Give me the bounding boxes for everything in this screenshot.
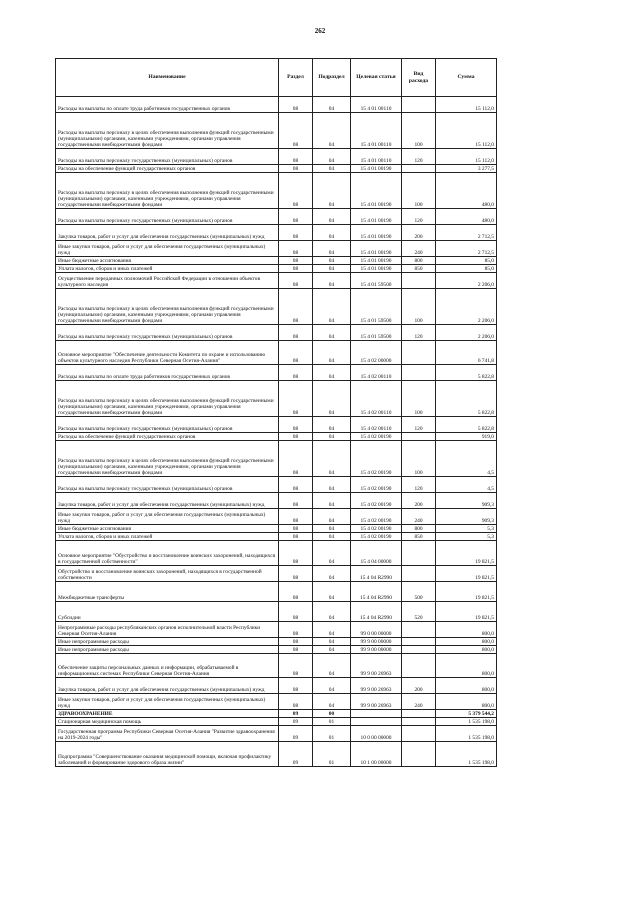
cell-razdel: 08 (279, 417, 313, 433)
cell-name: Иные непрограммные расходы (56, 646, 279, 654)
cell-razdel: 08 (279, 209, 313, 225)
cell-summa: 4,5 (436, 441, 497, 477)
cell-podrazdel: 04 (313, 638, 351, 646)
cell-podrazdel: 04 (313, 678, 351, 694)
cell-vid (402, 273, 436, 289)
table-row (56, 97, 497, 113)
table-row (56, 493, 497, 509)
table-row (56, 710, 497, 718)
cell-summa: 2 712,5 (436, 225, 497, 241)
cell-razdel: 08 (279, 257, 313, 265)
cell-statya: 99 9 00 26963 (351, 654, 402, 678)
cell-razdel: 09 (279, 710, 313, 718)
cell-statya: 15 4 01 00190 (351, 257, 402, 265)
cell-summa: 15 112,0 (436, 149, 497, 165)
cell-razdel: 08 (279, 241, 313, 257)
cell-summa: 5 379 544,2 (436, 710, 497, 718)
cell-podrazdel: 04 (313, 622, 351, 638)
cell-statya: 15 4 02 00190 (351, 433, 402, 441)
cell-vid: 100 (402, 381, 436, 417)
cell-razdel: 08 (279, 273, 313, 289)
cell-name: Основное мероприятие "Обеспечение деятельности Комитета по охране и использованию объектов культурного наследия Республики Северная Осетия-Алания" (56, 341, 279, 365)
header-vid: Вид расхода (402, 59, 436, 97)
cell-name: Иные бюджетные ассигнования (56, 525, 279, 533)
cell-statya (351, 710, 402, 718)
cell-razdel: 08 (279, 165, 313, 173)
cell-razdel: 08 (279, 173, 313, 209)
cell-podrazdel: 04 (313, 265, 351, 273)
cell-name: Межбюджетные трансферты (56, 582, 279, 602)
cell-summa: 1 535 198,0 (436, 718, 497, 726)
cell-podrazdel: 04 (313, 273, 351, 289)
cell-podrazdel: 01 (313, 742, 351, 767)
cell-podrazdel: 04 (313, 225, 351, 241)
cell-statya: 10 0 00 00000 (351, 726, 402, 742)
cell-razdel: 08 (279, 533, 313, 541)
cell-name: Расходы на выплаты персоналу в целях обеспечения выполнения функций государственными (муниципальными) органами, казенными учреждениями, органами управления государственными внебюджетными фондами (56, 113, 279, 149)
cell-name: Закупка товаров, работ и услуг для обеспечения государственных (муниципальных) нужд (56, 493, 279, 509)
table-row (56, 441, 497, 477)
cell-summa: 2 206,0 (436, 325, 497, 341)
cell-razdel: 08 (279, 97, 313, 113)
cell-statya: 10 1 00 00000 (351, 742, 402, 767)
cell-vid: 200 (402, 493, 436, 509)
cell-summa: 4,5 (436, 477, 497, 493)
cell-name: Обеспечение защиты персональных данных и информации, обрабатываемой в информационных системах Республики Северная Осетия-Алания (56, 654, 279, 678)
cell-razdel: 08 (279, 646, 313, 654)
cell-podrazdel: 00 (313, 710, 351, 718)
cell-name: ЗДРАВООХРАНЕНИЕ (56, 710, 279, 718)
cell-statya: 15 4 01 59500 (351, 325, 402, 341)
header-razdel: Раздел (279, 59, 313, 97)
cell-name: Расходы на выплаты персоналу в целях обеспечения выполнения функций государственными (муниципальными) органами, казенными учреждениями, органами управления государственными внебюджетными фондами (56, 441, 279, 477)
cell-vid (402, 638, 436, 646)
cell-vid (402, 97, 436, 113)
cell-name: Обустройство и восстановление воинских захоронений, находящихся в государственной собственности (56, 566, 279, 582)
table-row (56, 477, 497, 493)
cell-podrazdel: 04 (313, 381, 351, 417)
table-row (56, 341, 497, 365)
cell-vid: 120 (402, 149, 436, 165)
cell-name: Закупка товаров, работ и услуг для обеспечения государственных (муниципальных) нужд (56, 225, 279, 241)
cell-summa: 2 206,0 (436, 273, 497, 289)
cell-name: Расходы на выплаты персоналу в целях обеспечения выполнения функций государственными (муниципальными) органами, казенными учреждениями, органами управления государственными внебюджетными фондами (56, 381, 279, 417)
table-row (56, 113, 497, 149)
cell-podrazdel: 04 (313, 694, 351, 710)
cell-razdel: 08 (279, 509, 313, 525)
cell-summa: 19 821,5 (436, 541, 497, 566)
cell-razdel: 08 (279, 622, 313, 638)
table-row (56, 525, 497, 533)
cell-summa: 5,3 (436, 525, 497, 533)
cell-podrazdel: 04 (313, 582, 351, 602)
cell-razdel: 08 (279, 477, 313, 493)
cell-vid: 800 (402, 257, 436, 265)
cell-summa: 15 112,0 (436, 97, 497, 113)
cell-statya: 15 4 02 00190 (351, 441, 402, 477)
cell-podrazdel: 04 (313, 341, 351, 365)
table-row (56, 654, 497, 678)
table-row (56, 541, 497, 566)
header-summa: Сумма (436, 59, 497, 97)
cell-razdel: 08 (279, 654, 313, 678)
header-podrazdel: Подраздел (313, 59, 351, 97)
page-number: 262 (314, 27, 326, 35)
table-row (56, 257, 497, 265)
cell-statya: 15 4 01 00190 (351, 209, 402, 225)
cell-vid (402, 622, 436, 638)
cell-statya: 15 4 02 00000 (351, 341, 402, 365)
cell-vid: 100 (402, 173, 436, 209)
cell-podrazdel: 04 (313, 241, 351, 257)
cell-podrazdel: 04 (313, 441, 351, 477)
cell-razdel: 08 (279, 113, 313, 149)
cell-statya: 99 9 00 26963 (351, 694, 402, 710)
cell-razdel: 08 (279, 149, 313, 165)
cell-vid: 240 (402, 241, 436, 257)
cell-name: Расходы на выплаты по оплате труда работников государственных органов (56, 365, 279, 381)
cell-podrazdel: 01 (313, 718, 351, 726)
cell-summa: 19 821,5 (436, 582, 497, 602)
table-row (56, 209, 497, 225)
cell-statya (351, 718, 402, 726)
cell-vid: 850 (402, 265, 436, 273)
table-row (56, 742, 497, 767)
cell-name: Субсидии (56, 602, 279, 622)
cell-statya: 15 4 01 00110 (351, 149, 402, 165)
table-row (56, 325, 497, 341)
table-body (56, 97, 497, 767)
table-row (56, 241, 497, 257)
cell-vid: 850 (402, 533, 436, 541)
cell-statya: 15 4 02 00190 (351, 533, 402, 541)
cell-summa: 909,3 (436, 493, 497, 509)
cell-razdel: 08 (279, 433, 313, 441)
cell-vid (402, 566, 436, 582)
cell-statya: 15 4 02 00190 (351, 477, 402, 493)
cell-summa: 85,0 (436, 257, 497, 265)
cell-name: Расходы на выплаты персоналу государственных (муниципальных) органов (56, 209, 279, 225)
cell-razdel: 09 (279, 742, 313, 767)
cell-summa: 800,0 (436, 694, 497, 710)
table-row (56, 582, 497, 602)
cell-summa: 2 712,5 (436, 241, 497, 257)
cell-razdel: 08 (279, 265, 313, 273)
table-row (56, 678, 497, 694)
cell-name: Государственная программа Республики Северная Осетия-Алания "Развитие здравоохранения на 2019-2024 годы" (56, 726, 279, 742)
cell-statya: 15 4 02 00110 (351, 365, 402, 381)
cell-vid: 500 (402, 582, 436, 602)
cell-name: Расходы на обеспечение функций государственных органов (56, 433, 279, 441)
cell-razdel: 08 (279, 441, 313, 477)
cell-summa: 800,0 (436, 654, 497, 678)
cell-statya: 15 4 04 R2990 (351, 582, 402, 602)
cell-name: Основное мероприятие "Обустройство и восстановление воинских захоронений, находящихся в государственной собственности" (56, 541, 279, 566)
cell-name: Иные закупки товаров, работ и услуг для обеспечения государственных (муниципальных) нужд (56, 241, 279, 257)
cell-razdel: 08 (279, 325, 313, 341)
cell-name: Закупка товаров, работ и услуг для обеспечения государственных (муниципальных) нужд (56, 678, 279, 694)
cell-statya: 15 4 01 00190 (351, 225, 402, 241)
cell-podrazdel: 04 (313, 325, 351, 341)
cell-name: Расходы на выплаты персоналу государственных (муниципальных) органов (56, 149, 279, 165)
cell-statya: 15 4 02 00190 (351, 493, 402, 509)
cell-podrazdel: 04 (313, 509, 351, 525)
cell-summa: 5 822,8 (436, 381, 497, 417)
cell-vid (402, 710, 436, 718)
budget-table (55, 58, 497, 767)
cell-name: Иные закупки товаров, работ и услуг для обеспечения государственных (муниципальных) нужд (56, 694, 279, 710)
header-name: Наименование (56, 59, 279, 97)
cell-summa: 800,0 (436, 638, 497, 646)
cell-summa: 6 741,8 (436, 341, 497, 365)
cell-statya: 15 4 04 R2990 (351, 566, 402, 582)
cell-statya: 15 4 02 00110 (351, 381, 402, 417)
cell-razdel: 08 (279, 541, 313, 566)
cell-name: Расходы на выплаты персоналу государственных (муниципальных) органов (56, 325, 279, 341)
table-row (56, 365, 497, 381)
cell-summa: 800,0 (436, 678, 497, 694)
cell-podrazdel: 04 (313, 646, 351, 654)
cell-podrazdel: 04 (313, 417, 351, 433)
table-row (56, 509, 497, 525)
cell-summa: 5 822,8 (436, 365, 497, 381)
cell-statya: 15 4 01 00190 (351, 173, 402, 209)
cell-name: Иные закупки товаров, работ и услуг для обеспечения государственных (муниципальных) нужд (56, 509, 279, 525)
cell-vid: 520 (402, 602, 436, 622)
cell-vid (402, 433, 436, 441)
cell-podrazdel: 04 (313, 493, 351, 509)
cell-vid: 120 (402, 325, 436, 341)
cell-podrazdel: 04 (313, 97, 351, 113)
cell-name: Расходы на выплаты персоналу в целях обеспечения выполнения функций государственными (муниципальными) органами, казенными учреждениями, органами управления государственными внебюджетными фондами (56, 173, 279, 209)
cell-vid (402, 654, 436, 678)
cell-name: Иные бюджетные ассигнования (56, 257, 279, 265)
cell-name: Расходы на обеспечение функций государственных органов (56, 165, 279, 173)
cell-statya: 15 4 01 00190 (351, 241, 402, 257)
cell-vid: 100 (402, 441, 436, 477)
cell-summa: 85,0 (436, 265, 497, 273)
cell-vid (402, 718, 436, 726)
table-row (56, 533, 497, 541)
cell-razdel: 08 (279, 566, 313, 582)
cell-name: Непрограммные расходы республиканских органов исполнительной власти Республики Северная Осетия-Алания (56, 622, 279, 638)
cell-summa: 15 112,0 (436, 113, 497, 149)
cell-vid (402, 541, 436, 566)
cell-podrazdel: 04 (313, 654, 351, 678)
table-row (56, 173, 497, 209)
cell-vid: 100 (402, 289, 436, 325)
cell-name: Расходы на выплаты персоналу государственных (муниципальных) органов (56, 417, 279, 433)
cell-statya: 15 4 01 59500 (351, 273, 402, 289)
cell-vid: 800 (402, 525, 436, 533)
table-row (56, 638, 497, 646)
cell-statya: 15 4 01 00110 (351, 113, 402, 149)
cell-podrazdel: 04 (313, 257, 351, 265)
table-row (56, 225, 497, 241)
cell-name: Расходы на выплаты персоналу в целях обеспечения выполнения функций государственными (муниципальными) органами, казенными учреждениями, органами управления государственными внебюджетными фондами (56, 289, 279, 325)
cell-razdel: 08 (279, 602, 313, 622)
cell-summa: 5,3 (436, 533, 497, 541)
cell-podrazdel: 04 (313, 477, 351, 493)
table-row (56, 381, 497, 417)
cell-name: Уплата налогов, сборов и иных платежей (56, 265, 279, 273)
table-header-row (56, 59, 497, 97)
cell-summa: 800,0 (436, 646, 497, 654)
cell-razdel: 08 (279, 582, 313, 602)
cell-summa: 3 277,5 (436, 165, 497, 173)
cell-razdel: 08 (279, 678, 313, 694)
cell-razdel: 08 (279, 525, 313, 533)
cell-vid (402, 646, 436, 654)
cell-statya: 15 4 01 00190 (351, 265, 402, 273)
cell-podrazdel: 04 (313, 602, 351, 622)
table-row (56, 726, 497, 742)
cell-razdel: 09 (279, 718, 313, 726)
cell-statya: 15 4 01 00190 (351, 165, 402, 173)
cell-name: Стационарная медицинская помощь (56, 718, 279, 726)
cell-podrazdel: 04 (313, 149, 351, 165)
cell-vid (402, 365, 436, 381)
cell-razdel: 08 (279, 225, 313, 241)
cell-vid: 240 (402, 509, 436, 525)
cell-podrazdel: 04 (313, 525, 351, 533)
cell-summa: 19 821,5 (436, 602, 497, 622)
table-row (56, 646, 497, 654)
table-row (56, 265, 497, 273)
cell-statya: 15 4 02 00190 (351, 509, 402, 525)
cell-statya: 15 4 02 00190 (351, 525, 402, 533)
cell-vid (402, 165, 436, 173)
table-row (56, 602, 497, 622)
cell-summa: 480,0 (436, 173, 497, 209)
cell-vid: 120 (402, 477, 436, 493)
cell-name: Расходы на выплаты по оплате труда работников государственных органов (56, 97, 279, 113)
cell-statya: 15 4 02 00110 (351, 417, 402, 433)
table-row (56, 433, 497, 441)
table-row (56, 694, 497, 710)
cell-vid (402, 726, 436, 742)
cell-vid: 200 (402, 678, 436, 694)
table-row (56, 417, 497, 433)
table-row (56, 718, 497, 726)
cell-summa: 919,0 (436, 433, 497, 441)
cell-podrazdel: 04 (313, 165, 351, 173)
cell-podrazdel: 04 (313, 173, 351, 209)
table-row (56, 149, 497, 165)
cell-statya: 99 0 00 00000 (351, 622, 402, 638)
table-row (56, 622, 497, 638)
cell-podrazdel: 04 (313, 541, 351, 566)
cell-summa: 480,0 (436, 209, 497, 225)
cell-podrazdel: 04 (313, 113, 351, 149)
cell-podrazdel: 04 (313, 289, 351, 325)
cell-podrazdel: 04 (313, 209, 351, 225)
cell-razdel: 08 (279, 493, 313, 509)
cell-summa: 1 535 198,0 (436, 742, 497, 767)
cell-razdel: 08 (279, 694, 313, 710)
cell-razdel: 08 (279, 365, 313, 381)
cell-name: Осуществление переданных полномочий Российской Федерации в отношении объектов культурного наследия (56, 273, 279, 289)
cell-razdel: 08 (279, 289, 313, 325)
cell-statya: 15 4 04 R2990 (351, 602, 402, 622)
cell-podrazdel: 01 (313, 726, 351, 742)
table-row (56, 289, 497, 325)
cell-statya: 99 9 00 00000 (351, 646, 402, 654)
cell-statya: 15 4 01 59500 (351, 289, 402, 325)
cell-statya: 99 9 00 00000 (351, 638, 402, 646)
cell-razdel: 08 (279, 381, 313, 417)
cell-name: Уплата налогов, сборов и иных платежей (56, 533, 279, 541)
cell-vid: 240 (402, 694, 436, 710)
table-row (56, 165, 497, 173)
cell-razdel: 08 (279, 341, 313, 365)
cell-statya: 15 4 04 00000 (351, 541, 402, 566)
cell-razdel: 08 (279, 638, 313, 646)
header-statya: Целевая статья (351, 59, 402, 97)
cell-podrazdel: 04 (313, 365, 351, 381)
cell-podrazdel: 04 (313, 566, 351, 582)
cell-statya: 99 9 00 26963 (351, 678, 402, 694)
cell-name: Подпрограмма "Совершенствование оказания медицинской помощи, включая профилактику заболеваний и формирование здорового образа жизни" (56, 742, 279, 767)
cell-vid: 120 (402, 417, 436, 433)
cell-statya: 15 4 01 00110 (351, 97, 402, 113)
cell-podrazdel: 04 (313, 433, 351, 441)
cell-vid (402, 341, 436, 365)
cell-name: Расходы на выплаты персоналу государственных (муниципальных) органов (56, 477, 279, 493)
cell-vid (402, 742, 436, 767)
cell-name: Иные непрограммные расходы (56, 638, 279, 646)
cell-summa: 909,3 (436, 509, 497, 525)
cell-summa: 19 821,5 (436, 566, 497, 582)
cell-podrazdel: 04 (313, 533, 351, 541)
cell-vid: 200 (402, 225, 436, 241)
cell-razdel: 09 (279, 726, 313, 742)
cell-summa: 2 206,0 (436, 289, 497, 325)
cell-summa: 5 822,8 (436, 417, 497, 433)
table-row (56, 273, 497, 289)
cell-vid: 100 (402, 113, 436, 149)
table-row (56, 566, 497, 582)
cell-summa: 800,0 (436, 622, 497, 638)
cell-vid: 120 (402, 209, 436, 225)
cell-summa: 1 535 198,0 (436, 726, 497, 742)
